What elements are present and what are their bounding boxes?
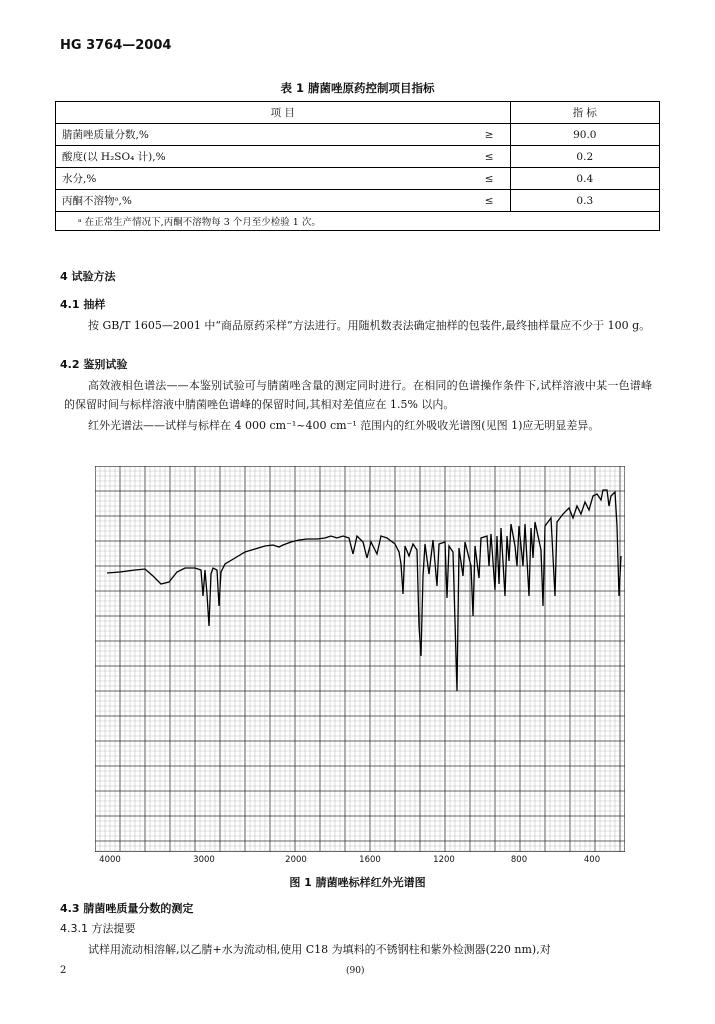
- row-item: 丙酮不溶物ᵃ,%: [56, 190, 369, 212]
- row-item: 腈菌唑质量分数,%: [56, 124, 369, 146]
- header-item: 项 目: [56, 102, 511, 124]
- table-footnote: ᵃ 在正常生产情况下,丙酮不溶物每 3 个月至少检验 1 次。: [56, 212, 660, 231]
- row-item: 酸度(以 H₂SO₄ 计),%: [56, 146, 369, 168]
- section-4-1-title: 4.1 抽样: [60, 298, 106, 311]
- row-value: 0.4: [510, 168, 659, 190]
- x-tick-label: 1600: [359, 855, 381, 865]
- section-4-2-ir-text: 红外光谱法——试样与标样在 4 000 cm⁻¹~400 cm⁻¹ 范围内的红外吸收光谱图(见图 1)应无明显差异。: [88, 419, 600, 432]
- row-value: 0.3: [510, 190, 659, 212]
- table-note-row: [56, 212, 660, 231]
- header-value: 指 标: [510, 102, 659, 124]
- x-tick-label: 4000: [99, 855, 121, 865]
- row-item: 水分,%: [56, 168, 369, 190]
- row-operator: ≥: [368, 124, 510, 146]
- table-caption: 表 1 腈菌唑原药控制项目指标: [280, 81, 435, 95]
- x-tick-label: 3000: [193, 855, 215, 865]
- x-tick-label: 400: [583, 855, 601, 865]
- standard-number: HG 3764—2004: [60, 38, 172, 53]
- row-value: 0.2: [510, 146, 659, 168]
- section-4-2-title: 4.2 鉴别试验: [60, 358, 128, 371]
- section-4-2-hplc-text: 高效液相色谱法——本鉴别试验可与腈菌唑含量的测定同时进行。在相同的色谱操作条件下,试样溶液中某一色谱峰的保留时间与标样溶液中腈菌唑色谱峰的保留时间,其相对差值应在 1.5% 以内。: [64, 379, 652, 411]
- row-operator: ≤: [368, 190, 510, 212]
- x-tick-label: 800: [510, 855, 528, 865]
- table-header-row: [56, 102, 660, 124]
- section-4-title: 4 试验方法: [60, 270, 116, 283]
- section-4-1-text: 按 GB/T 1605—2001 中“商品原药采样”方法进行。用随机数表法确定抽样的包装件,最终抽样量应不少于 100 g。: [88, 319, 651, 332]
- spec-table: [55, 101, 660, 231]
- row-operator: ≤: [368, 168, 510, 190]
- section-4-3-1-text: 试样用流动相溶解,以乙腈+水为流动相,使用 C18 为填料的不锈钢柱和紫外检测器(220 nm),对: [88, 943, 551, 956]
- section-4-3-1-title: 4.3.1 方法提要: [60, 922, 136, 935]
- row-operator: ≤: [368, 146, 510, 168]
- section-4-3-title: 4.3 腈菌唑质量分数的测定: [60, 902, 194, 915]
- row-value: 90.0: [510, 124, 659, 146]
- page-number: 2: [60, 965, 67, 976]
- x-tick-label: 2000: [285, 855, 307, 865]
- figure-caption: 图 1 腈菌唑标样红外光谱图: [289, 876, 426, 889]
- table-row: [56, 124, 660, 146]
- table-row: [56, 190, 660, 212]
- table-row: [56, 146, 660, 168]
- table-row: [56, 168, 660, 190]
- x-tick-label: 1200: [433, 855, 455, 865]
- ir-spectrum-figure: [95, 466, 625, 852]
- page-serial: (90): [346, 966, 365, 976]
